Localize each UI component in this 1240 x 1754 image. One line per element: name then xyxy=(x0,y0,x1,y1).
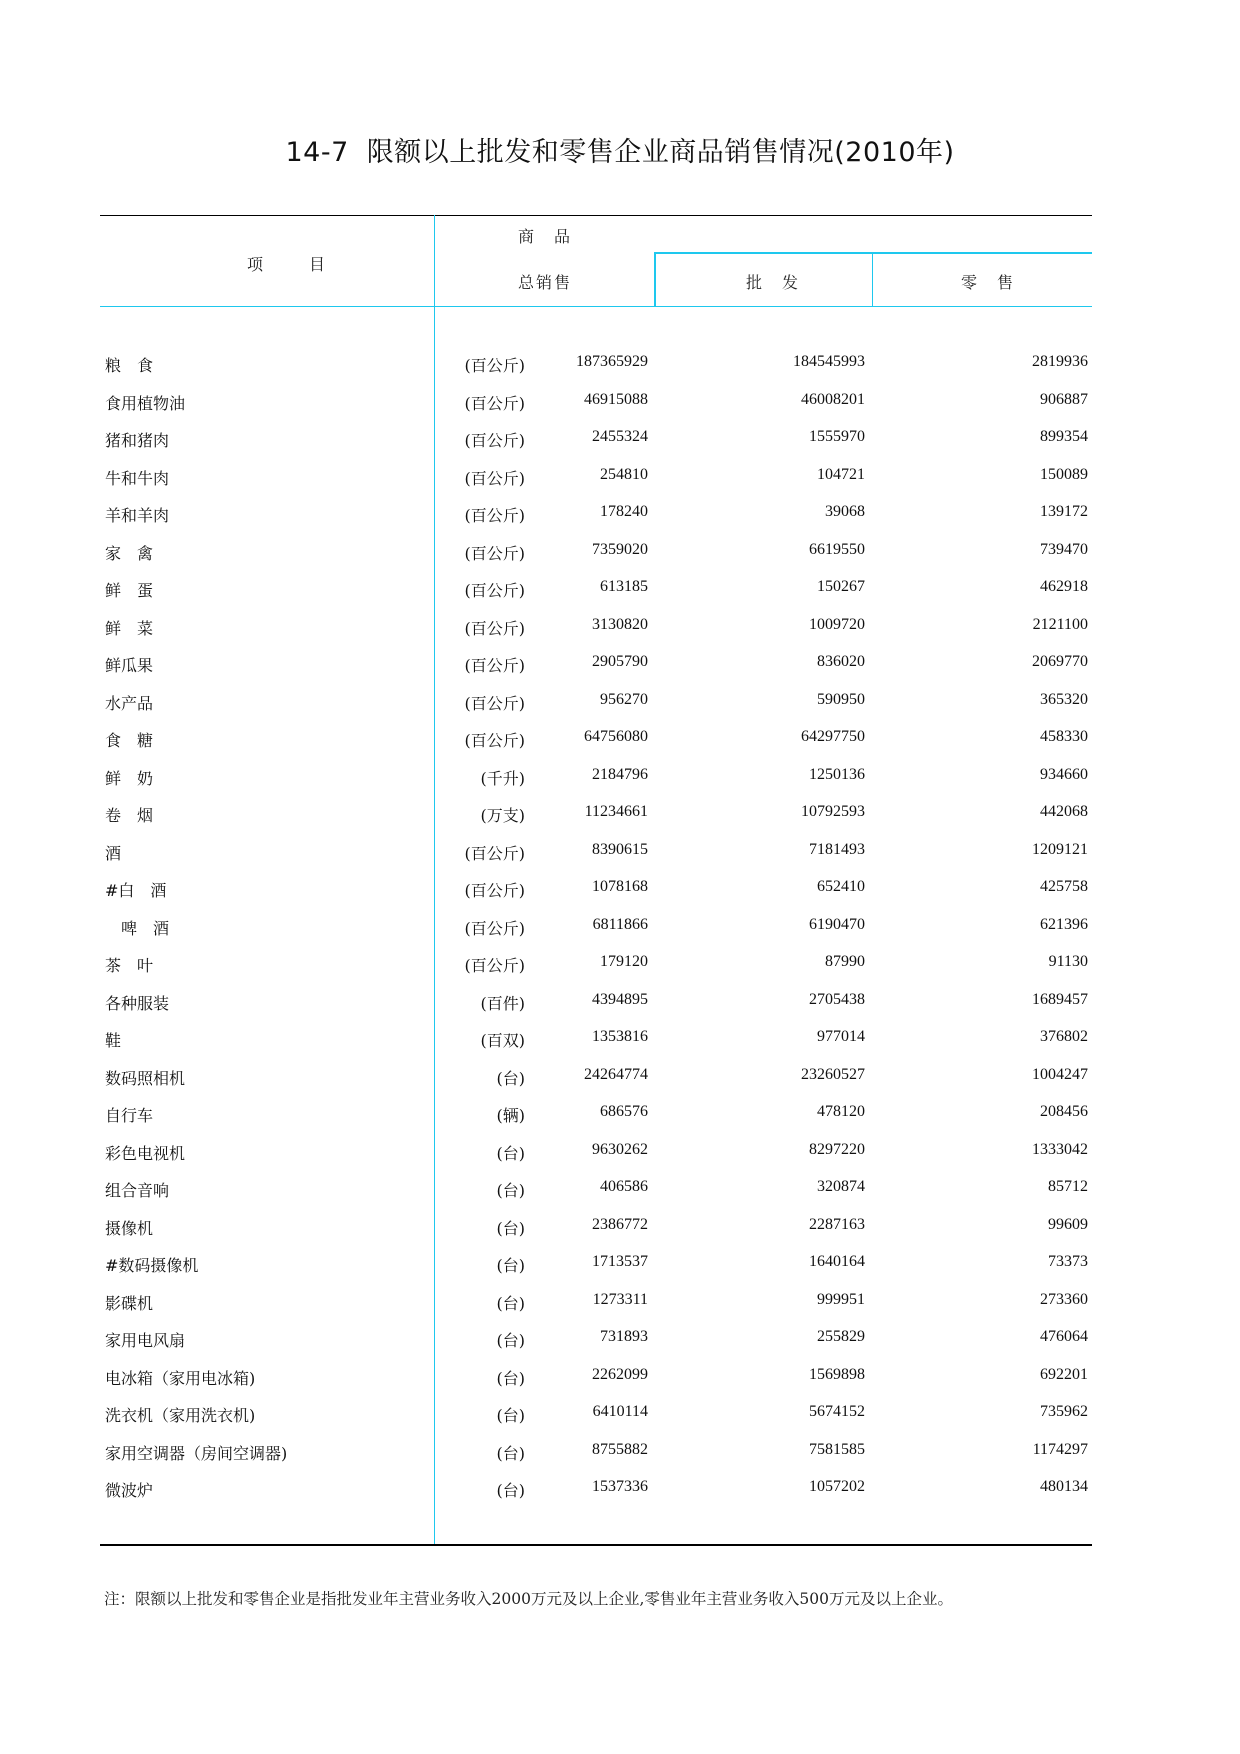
header-retail-char: 售 xyxy=(997,273,1016,292)
wholesale-value: 255829 xyxy=(817,1328,865,1345)
item-name: 家用电风扇 xyxy=(105,1331,186,1350)
item-name: 茶 叶 xyxy=(105,956,154,975)
item-unit: (百公斤) xyxy=(464,506,525,525)
item-unit: (百公斤) xyxy=(464,881,525,900)
table-row xyxy=(100,458,1092,496)
retail-value: 735962 xyxy=(1040,1403,1088,1420)
item-unit: (台) xyxy=(496,1218,525,1238)
total-sales-value: 254810 xyxy=(600,465,648,483)
total-sales-value: 6811866 xyxy=(592,915,648,933)
wholesale-value: 590950 xyxy=(817,690,865,708)
retail-value: 425758 xyxy=(1040,878,1088,895)
total-sales-value: 7359020 xyxy=(592,540,648,558)
item-unit: (百公斤) xyxy=(464,393,525,413)
item-unit: (百公斤) xyxy=(464,468,525,488)
table-row xyxy=(100,683,1092,721)
header-retail-char: 零 xyxy=(961,273,980,292)
wholesale-value: 150267 xyxy=(817,578,865,595)
total-sales-value: 956270 xyxy=(600,690,648,708)
table-row xyxy=(100,720,1092,758)
item-unit: (百双) xyxy=(480,1031,525,1050)
table-row xyxy=(100,1433,1092,1471)
total-sales-value: 2386772 xyxy=(592,1215,648,1233)
total-sales-value: 1537336 xyxy=(592,1478,648,1495)
wholesale-value: 836020 xyxy=(817,653,865,670)
item-name: 家 禽 xyxy=(105,543,154,563)
table-row xyxy=(100,1395,1092,1433)
total-sales-value: 1273311 xyxy=(592,1290,648,1308)
item-name: 卷 烟 xyxy=(105,806,154,825)
wholesale-value: 8297220 xyxy=(809,1140,865,1158)
item-unit: (辆) xyxy=(496,1106,525,1125)
item-unit: (万支) xyxy=(480,806,525,825)
item-unit: (百公斤) xyxy=(464,731,525,750)
total-sales-value: 187365929 xyxy=(576,353,648,370)
wholesale-value: 1009720 xyxy=(809,615,865,633)
item-name: 自行车 xyxy=(105,1106,154,1125)
item-unit: (百公斤) xyxy=(464,918,525,938)
table-row xyxy=(100,983,1092,1021)
item-name: 猪和猪肉 xyxy=(105,431,170,450)
table-row xyxy=(100,495,1092,533)
item-unit: (台) xyxy=(496,1481,525,1500)
wholesale-value: 87990 xyxy=(825,953,865,970)
item-name: 微波炉 xyxy=(105,1481,154,1500)
item-unit: (百公斤) xyxy=(464,581,525,600)
item-unit: (台) xyxy=(496,1256,525,1275)
wholesale-value: 184545993 xyxy=(793,353,865,370)
header-goods xyxy=(518,224,590,247)
retail-value: 99609 xyxy=(1048,1215,1088,1233)
item-name: 鲜 蛋 xyxy=(105,581,154,600)
total-sales-value: 1713537 xyxy=(592,1253,648,1270)
retail-value: 376802 xyxy=(1040,1028,1088,1045)
total-sales-value: 406586 xyxy=(600,1178,648,1195)
wholesale-value: 64297750 xyxy=(801,728,865,745)
table-number: 14-7 xyxy=(285,137,349,168)
item-name: 彩色电视机 xyxy=(105,1143,186,1163)
table-row xyxy=(100,1283,1092,1321)
total-sales-value: 11234661 xyxy=(584,803,648,820)
total-sales-value: 9630262 xyxy=(592,1140,648,1158)
retail-value: 480134 xyxy=(1040,1478,1088,1495)
item-unit: (台) xyxy=(496,1293,525,1313)
retail-value: 1209121 xyxy=(1032,840,1088,858)
retail-value: 1174297 xyxy=(1032,1440,1088,1458)
table-body xyxy=(100,345,1092,1508)
retail-value: 2819936 xyxy=(1032,353,1088,370)
subheader-box xyxy=(654,252,1092,306)
item-name: 水产品 xyxy=(105,693,154,713)
retail-value: 2069770 xyxy=(1032,653,1088,670)
total-sales-value: 1078168 xyxy=(592,878,648,895)
retail-value: 1004247 xyxy=(1032,1065,1088,1083)
table-bottom-rule xyxy=(100,1544,1092,1546)
table-row xyxy=(100,1320,1092,1358)
item-name: 酒 xyxy=(105,843,122,863)
item-unit: (台) xyxy=(496,1331,525,1350)
item-name: 数码照相机 xyxy=(105,1068,186,1088)
total-sales-value: 2905790 xyxy=(592,653,648,670)
header-total-sales: 总销售 xyxy=(518,273,573,292)
header-bottom-rule xyxy=(100,306,1092,307)
retail-value: 906887 xyxy=(1040,390,1088,408)
item-unit: (百公斤) xyxy=(464,656,525,675)
header-goods-char: 商 xyxy=(518,227,537,246)
item-name: 啤 酒 xyxy=(105,918,170,938)
wholesale-value: 478120 xyxy=(817,1103,865,1120)
retail-value: 899354 xyxy=(1040,428,1088,445)
retail-value: 91130 xyxy=(1048,953,1088,970)
retail-value: 85712 xyxy=(1048,1178,1088,1195)
total-sales-value: 24264774 xyxy=(584,1065,648,1083)
retail-value: 208456 xyxy=(1040,1103,1088,1120)
wholesale-value: 7581585 xyxy=(809,1440,865,1458)
item-name: #数码摄像机 xyxy=(105,1256,199,1275)
retail-value: 1333042 xyxy=(1032,1140,1088,1158)
table-title-text: 限额以上批发和零售企业商品销售情况(2010年) xyxy=(366,137,955,168)
table-row xyxy=(100,1058,1092,1096)
item-unit: (百公斤) xyxy=(464,693,525,713)
wholesale-value: 5674152 xyxy=(809,1403,865,1420)
item-name: 鲜 奶 xyxy=(105,768,154,788)
item-unit: (台) xyxy=(496,1181,525,1200)
wholesale-value: 977014 xyxy=(817,1028,865,1045)
wholesale-value: 1057202 xyxy=(809,1478,865,1495)
item-unit: (台) xyxy=(496,1406,525,1425)
table-row xyxy=(100,1208,1092,1246)
wholesale-value: 1250136 xyxy=(809,765,865,783)
wholesale-value: 23260527 xyxy=(801,1065,865,1083)
item-unit: (百公斤) xyxy=(464,843,525,863)
header-item-char: 项 xyxy=(247,255,266,274)
table-row xyxy=(100,1095,1092,1133)
item-unit: (百公斤) xyxy=(464,618,525,638)
item-name: 鲜 菜 xyxy=(105,618,154,638)
retail-value: 150089 xyxy=(1040,465,1088,483)
item-name: 食用植物油 xyxy=(105,393,186,413)
retail-value: 365320 xyxy=(1040,690,1088,708)
item-unit: (台) xyxy=(496,1068,525,1088)
retail-value: 273360 xyxy=(1040,1290,1088,1308)
item-name: #白 酒 xyxy=(105,881,167,900)
table-row xyxy=(100,420,1092,458)
table-row xyxy=(100,1358,1092,1396)
table-row xyxy=(100,1133,1092,1171)
table-row xyxy=(100,908,1092,946)
retail-value: 692201 xyxy=(1040,1365,1088,1383)
table-row xyxy=(100,383,1092,421)
header-wholesale-char: 批 xyxy=(746,273,765,292)
table-row xyxy=(100,533,1092,571)
retail-value: 1689457 xyxy=(1032,990,1088,1008)
item-unit: (台) xyxy=(496,1143,525,1163)
table-row xyxy=(100,1470,1092,1508)
item-name: 电冰箱（家用电冰箱) xyxy=(105,1368,256,1388)
table-row xyxy=(100,1170,1092,1208)
item-name: 鲜瓜果 xyxy=(105,656,154,675)
table-row xyxy=(100,833,1092,871)
item-unit: (台) xyxy=(496,1443,525,1463)
item-unit: (百件) xyxy=(480,993,525,1013)
retail-value: 476064 xyxy=(1040,1328,1088,1345)
wholesale-value: 39068 xyxy=(825,503,865,520)
wholesale-value: 6190470 xyxy=(809,915,865,933)
total-sales-value: 64756080 xyxy=(584,728,648,745)
header-retail xyxy=(952,270,1024,293)
retail-value: 462918 xyxy=(1040,578,1088,595)
total-sales-value: 179120 xyxy=(600,953,648,970)
wholesale-value: 999951 xyxy=(817,1290,865,1308)
item-unit: (台) xyxy=(496,1368,525,1388)
total-sales-value: 1353816 xyxy=(592,1028,648,1045)
item-name: 摄像机 xyxy=(105,1218,154,1238)
wholesale-retail-divider xyxy=(872,252,873,306)
footnote: 注：限额以上批发和零售企业是指批发业年主营业务收入2000万元及以上企业,零售业年主营业务收入500万元及以上企业。 xyxy=(104,1590,953,1608)
header-item-char: 目 xyxy=(309,255,328,274)
header-wholesale-char: 发 xyxy=(782,273,801,292)
wholesale-value: 652410 xyxy=(817,878,865,895)
total-sales-value: 3130820 xyxy=(592,615,648,633)
table-row xyxy=(100,945,1092,983)
wholesale-value: 1569898 xyxy=(809,1365,865,1383)
item-name: 粮 食 xyxy=(105,356,154,375)
total-sales-value: 731893 xyxy=(600,1328,648,1345)
table-row xyxy=(100,795,1092,833)
wholesale-value: 2705438 xyxy=(809,990,865,1008)
item-unit: (百公斤) xyxy=(464,356,525,375)
total-sales-value: 613185 xyxy=(600,578,648,595)
retail-value: 621396 xyxy=(1040,915,1088,933)
wholesale-value: 6619550 xyxy=(809,540,865,558)
item-unit: (百公斤) xyxy=(464,956,525,975)
table-row xyxy=(100,645,1092,683)
retail-value: 934660 xyxy=(1040,765,1088,783)
item-name: 家用空调器（房间空调器) xyxy=(105,1443,288,1463)
item-name: 影碟机 xyxy=(105,1293,154,1313)
total-sales-value: 4394895 xyxy=(592,990,648,1008)
wholesale-value: 2287163 xyxy=(809,1215,865,1233)
item-unit: (百公斤) xyxy=(464,431,525,450)
header-wholesale xyxy=(737,270,809,293)
retail-value: 139172 xyxy=(1040,503,1088,520)
total-sales-value: 2262099 xyxy=(592,1365,648,1383)
table-top-rule xyxy=(100,215,1092,216)
item-name: 组合音响 xyxy=(105,1181,170,1200)
header-goods-char: 品 xyxy=(554,227,573,246)
wholesale-value: 7181493 xyxy=(809,840,865,858)
wholesale-value: 1555970 xyxy=(809,428,865,445)
total-sales-value: 8390615 xyxy=(592,840,648,858)
item-name: 食 糖 xyxy=(105,731,154,750)
retail-value: 739470 xyxy=(1040,540,1088,558)
item-name: 鞋 xyxy=(105,1031,122,1050)
item-unit: (千升) xyxy=(480,768,525,788)
total-sales-value: 8755882 xyxy=(592,1440,648,1458)
table-row xyxy=(100,570,1092,608)
wholesale-value: 104721 xyxy=(817,465,865,483)
item-unit: (百公斤) xyxy=(464,543,525,563)
wholesale-value: 1640164 xyxy=(809,1253,865,1270)
total-sales-value: 46915088 xyxy=(584,390,648,408)
header-item xyxy=(225,252,349,275)
total-sales-value: 2455324 xyxy=(592,428,648,445)
retail-value: 73373 xyxy=(1048,1253,1088,1270)
total-sales-value: 686576 xyxy=(600,1103,648,1120)
table-row xyxy=(100,345,1092,383)
retail-value: 2121100 xyxy=(1032,615,1088,633)
wholesale-value: 320874 xyxy=(817,1178,865,1195)
item-name: 牛和牛肉 xyxy=(105,468,170,488)
table-row xyxy=(100,608,1092,646)
item-name: 洗衣机（家用洗衣机) xyxy=(105,1406,256,1425)
table-row xyxy=(100,758,1092,796)
total-sales-value: 178240 xyxy=(600,503,648,520)
total-sales-value: 2184796 xyxy=(592,765,648,783)
wholesale-value: 10792593 xyxy=(801,803,865,820)
wholesale-value: 46008201 xyxy=(801,390,865,408)
retail-value: 458330 xyxy=(1040,728,1088,745)
page-title xyxy=(0,130,1240,169)
table-row xyxy=(100,870,1092,908)
table-row xyxy=(100,1020,1092,1058)
item-name: 羊和羊肉 xyxy=(105,506,170,525)
retail-value: 442068 xyxy=(1040,803,1088,820)
item-name: 各种服装 xyxy=(105,993,170,1013)
table-row xyxy=(100,1245,1092,1283)
total-sales-value: 6410114 xyxy=(592,1403,648,1420)
